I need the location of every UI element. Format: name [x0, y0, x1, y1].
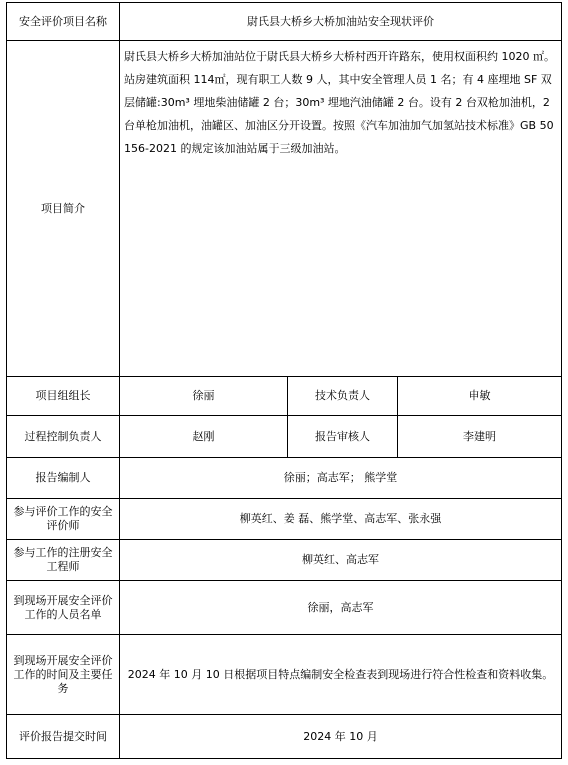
label-report-author: 报告编制人	[7, 458, 120, 499]
row-safety-evaluators	[7, 499, 562, 540]
row-team-leader	[7, 377, 562, 416]
value-process-control: 赵刚	[120, 416, 288, 458]
label-technical-lead: 技术负责人	[288, 377, 398, 416]
label-process-control: 过程控制负责人	[7, 416, 120, 458]
row-project-name	[7, 3, 562, 41]
row-registered-engineers	[7, 540, 562, 581]
label-site-task: 到现场开展安全评价工作的时间及主要任务	[7, 635, 120, 715]
value-site-task: 2024 年 10 月 10 日根据项目特点编制安全检查表到现场进行符合性检查和资料收集。	[120, 635, 562, 715]
row-project-intro	[7, 41, 562, 377]
value-project-intro: 尉氏县大桥乡大桥加油站位于尉氏县大桥乡大桥村西开许路东，使用权面积约 1020 ㎡。站房建筑面积 114㎡，现有职工人数 9 人，其中安全管理人员 1 名；有 4 座埋地 SF 双层储罐:30m³ 埋地柴油储罐 2 台；30m³ 埋地汽油储罐 2 台。设有 2 台双枪加油机，2 台单枪加油机，油罐区、加油区分开设置。按照《汽车加油加气加氢站技术标准》GB 50156-2021 的规定该加油站属于三级加油站。	[120, 41, 562, 377]
value-report-author: 徐丽；高志军； 熊学堂	[120, 458, 562, 499]
row-site-task	[7, 635, 562, 715]
value-registered-engineers: 柳英红、高志军	[120, 540, 562, 581]
label-submit-time: 评价报告提交时间	[7, 715, 120, 759]
value-submit-time: 2024 年 10 月	[120, 715, 562, 759]
value-team-leader: 徐丽	[120, 377, 288, 416]
row-report-author	[7, 458, 562, 499]
label-report-reviewer: 报告审核人	[288, 416, 398, 458]
label-project-name: 安全评价项目名称	[7, 3, 120, 41]
label-project-intro: 项目简介	[7, 41, 120, 377]
row-process-control	[7, 416, 562, 458]
label-registered-engineers: 参与工作的注册安全工程师	[7, 540, 120, 581]
row-submit-time	[7, 715, 562, 759]
value-site-staff: 徐丽，高志军	[120, 581, 562, 635]
value-project-name: 尉氏县大桥乡大桥加油站安全现状评价	[120, 3, 562, 41]
label-team-leader: 项目组组长	[7, 377, 120, 416]
value-technical-lead: 申敏	[398, 377, 562, 416]
value-report-reviewer: 李建明	[398, 416, 562, 458]
label-safety-evaluators: 参与评价工作的安全评价师	[7, 499, 120, 540]
value-safety-evaluators: 柳英红、姜 磊、熊学堂、高志军、张永强	[120, 499, 562, 540]
project-info-table	[6, 2, 562, 759]
label-site-staff: 到现场开展安全评价工作的人员名单	[7, 581, 120, 635]
row-site-staff	[7, 581, 562, 635]
